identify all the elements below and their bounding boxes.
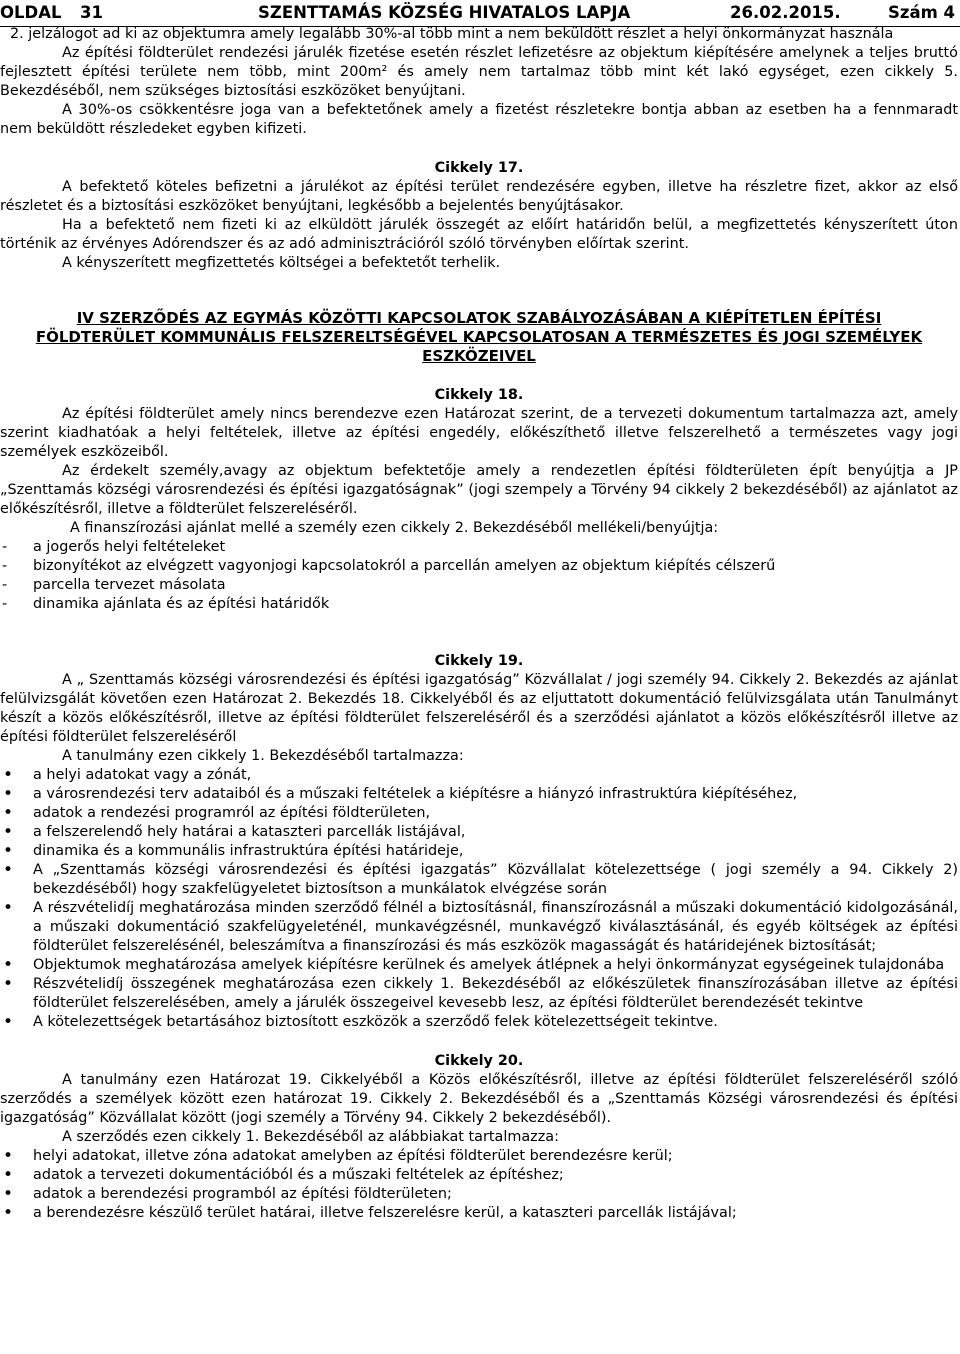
article-17-paragraph-2: Ha a befektető nem fizeti ki az elküldött járulék összegét az előírt határidőn belül, a megfizettetés kényszerített úton történik az érvényes Adórendszer és az adó adminisztrációról szóló törvényben előírtak szerint. <box>0 217 958 252</box>
article-20-paragraph-2: A szerződés ezen cikkely 1. Bekezdéséből az alábbiakat tartalmazza: <box>62 1129 559 1145</box>
intro-paragraph-3: A 30%-os csökkentésre joga van a befektetőnek amely a fizetést részletekre bontja abban az esetben ha a fennmaradt nem beküldött részledeket egyben kifizeti. <box>0 102 958 137</box>
article-19-paragraph-2: A tanulmány ezen cikkely 1. Bekezdéséből tartalmazza: <box>62 748 464 764</box>
list-item: - parcella tervezet másolata <box>0 576 958 595</box>
article-18-title: Cikkely 18. <box>434 387 524 403</box>
article-20-paragraph-1: A tanulmány ezen Határozat 19. Cikkelyéből a Közös előkészítésről, illetve az építési földterület felszereléséről szóló szerződés a személyek között ezen határozat 19. Cikkely 2. Bekezdéséből és a „Szenttamás Községi városrendezési és építési igazgatóság” Közvállalat között (jogi személy a Törvény 94. Cikkely 2 bekezdéséből). <box>0 1072 958 1126</box>
article-18-paragraph-1: Az építési földterület amely nincs berendezve ezen Határozat szerint, de a tervezeti dokumentum tartalmazza azt, amely szerint kiadhatóak a helyi feltételek, illetve az építési engedély, előkészíthető illetve felszerelhető a természetes vagy jogi személyek eszközeiből. <box>0 406 958 460</box>
list-item: • adatok a rendezési programról az építési földterületen, <box>0 804 958 823</box>
list-item: • helyi adatokat, illetve zóna adatokat amelyben az építési földterület berendezésre kerül; <box>0 1147 958 1166</box>
list-item: • Részvételidíj összegének meghatározása ezen cikkely 1. Bekezdéséből az előkészületek finanszírozásában illetve az építési földterület felszerelésében, amely a járulék összegeivel kevesebb lesz, az építési földterület berendezését tekintve <box>0 975 958 1013</box>
article-17-title: Cikkely 17. <box>434 160 524 176</box>
list-item: • A részvételidíj meghatározása minden szerződő félnél a biztosításnál, finanszírozásnál a műszaki dokumentáció kidolgozásánál, a műszaki dokumentáció szakfelügyeleténél, munkavégzésnél, munkavégző kiválasztásánál, és egyéb költségek az építési földterület felszerelésénél, beleszámítva a finanszírozási és más eszközök magasságát és határidejének biztosítását; <box>0 899 958 956</box>
list-item: - a jogerős helyi feltételeket <box>0 538 958 557</box>
article-19-paragraph-1: A „ Szenttamás községi városrendezési és építési igazgatóság” Közvállalat / jogi személy 94. Cikkely 2. Bekezdés az ajánlat felülvizsgálát követően ezen Határozat 2. Bekezdés 18. Cikkelyéből és az eljuttatott dokumentáció felülvizsgálata után Tanulmányt készít a közös előkészítésről, illetve az építési földterület felszereléséről és a szerződési ajánlatot a közös előkészítésről illetve az építési földterület felszereléséről <box>0 672 958 745</box>
issue-date: 26.02.2015. <box>730 3 841 22</box>
list-item: • a felszerelendő hely határai a kataszteri parcellák listájával, <box>0 823 958 842</box>
list-item: - bizonyítékot az elvégzett vagyonjogi kapcsolatokról a parcellán amelyen az objektum kiépítés célszerű <box>0 557 958 576</box>
list-item: - dinamika ajánlata és az építési határidők <box>0 595 958 614</box>
list-item: • Objektumok meghatározása amelyek kiépítésre kerülnek és amelyek átlépnek a helyi önkormányzat egységeinek tulajdonába <box>0 956 958 975</box>
list-item: • A kötelezettségek betartásához biztosított eszközök a szerződő felek kötelezettségeit tekintve. <box>0 1013 958 1032</box>
article-19-title: Cikkely 19. <box>434 653 524 669</box>
intro-paragraph-2: Az építési földterület rendezési járulék fizetése esetén részlet lefizetésre az objektum kiépítésére amelynek a teljes bruttó fejlesztett építési területe nem több, mint 200m² és amely nem tartalmaz több mint két lakó egységet, ezen cikkely 5. Bekezdéséből, nem szükséges biztosítási eszközöket benyújtani. <box>0 45 958 99</box>
section-title: IV SZERZŐDÉS AZ EGYMÁS KÖZÖTTI KAPCSOLATOK SZABÁLYOZÁSÁBAN A KIÉPÍTETLEN ÉPÍTÉSI FÖLDTERÜLET KOMMUNÁLIS FELSZERELTSÉGÉVEL KAPCSOLATOSAN A TERMÉSZETES ÉS JOGI SZEMÉLYEK ESZKÖZEIVEL <box>35 309 923 365</box>
article-19-list <box>0 766 958 1032</box>
article-18-paragraph-3: A finanszírozási ajánlat mellé a személy ezen cikkely 2. Bekezdéséből mellékeli/benyújtja: <box>70 520 719 536</box>
list-item: • dinamika és a kommunális infrastruktúra építési határideje, <box>0 842 958 861</box>
document-body <box>0 25 958 1223</box>
list-item: • a berendezésre készülő terület határai, illetve felszerelésre kerül, a kataszteri parcellák listájával; <box>0 1204 958 1223</box>
page-label: OLDAL <box>0 3 62 22</box>
article-17-paragraph-1: A befektető köteles befizetni a járulékot az építési terület rendezésére egyben, illetve ha részletre fizet, akkor az első részletet és a biztosítási eszközöket benyújtani, legkésőbb a bejelentés benyújtásakor. <box>0 179 958 214</box>
page-number: 31 <box>80 3 103 22</box>
list-item: • a helyi adatokat vagy a zónát, <box>0 766 958 785</box>
page-header <box>0 0 960 27</box>
list-item: • adatok a berendezési programból az építési földterületen; <box>0 1185 958 1204</box>
intro-paragraph-1: 2. jelzálogot ad ki az objektumra amely legalább 30%-al több mint a nem beküldött részlet a helyi önkormányzat használa <box>10 26 894 42</box>
list-item: • a városrendezési terv adataiból és a műszaki feltételek a kiépítésre a hiányzó infrastruktúra kiépítéséhez, <box>0 785 958 804</box>
journal-title: SZENTTAMÁS KÖZSÉG HIVATALOS LAPJA <box>258 3 631 22</box>
issue-number: Szám 4 <box>888 3 956 22</box>
article-18-list <box>0 538 958 614</box>
article-20-title: Cikkely 20. <box>434 1053 524 1069</box>
list-item: • A „Szenttamás községi városrendezési és építési igazgatás” Közvállalat kötelezettsége ( jogi személy a 94. Cikkely 2) bekezdéséből) hogy szakfelügyeletet biztosítson a munkálatok elvégzése során <box>0 861 958 899</box>
article-17-paragraph-3: A kényszerített megfizettetés költségei a befektetőt terhelik. <box>62 255 501 271</box>
list-item: • adatok a tervezeti dokumentációból és a műszaki feltételek az építéshez; <box>0 1166 958 1185</box>
article-18-paragraph-2: Az érdekelt személy,avagy az objektum befektetője amely a rendezetlen építési földterületen épít benyújtja a JP „Szenttamás községi városrendezési és építési igazgatóságnak” (jogi szempely a Törvény 94 cikkely 2 bekezdéséből) az ajánlatot az előkészítésről, illetve a földterület felszereléséről. <box>0 463 958 517</box>
article-20-list <box>0 1147 958 1223</box>
